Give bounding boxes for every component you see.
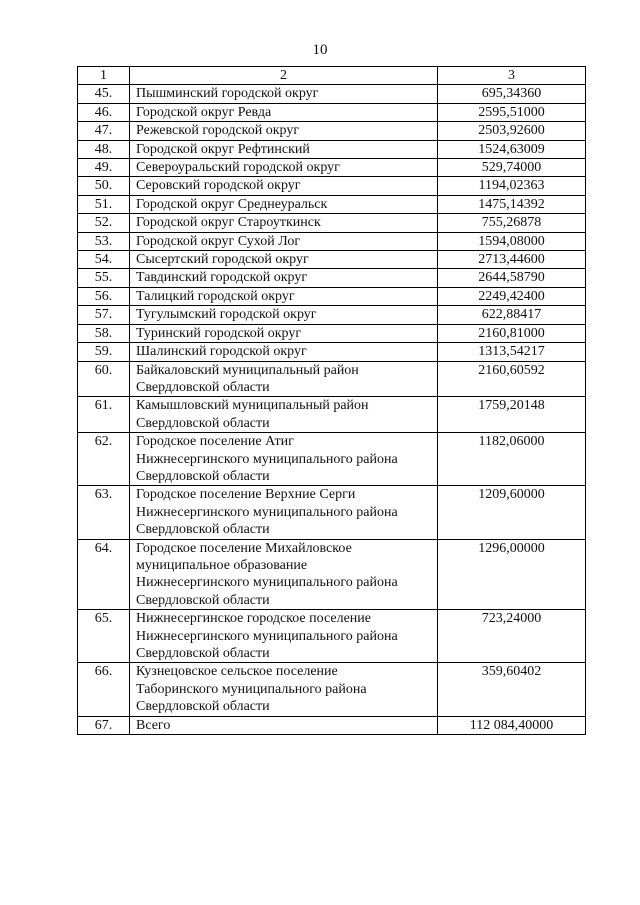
municipality-name-cell: Тугулымский городской округ: [130, 306, 438, 324]
page-number: 10: [312, 42, 328, 58]
row-number-cell: 64.: [78, 539, 130, 610]
row-number-cell: 67.: [78, 716, 130, 734]
row-number-cell: 61.: [78, 397, 130, 433]
municipality-name-cell: Североуральский городской округ: [130, 159, 438, 177]
table-row: [78, 361, 586, 397]
row-number-cell: 54.: [78, 251, 130, 269]
table-row: [78, 85, 586, 103]
municipality-name-cell: Кузнецовское сельское поселение Таборинского муниципального района Свердловской области: [130, 663, 438, 716]
municipality-name-cell: Байкаловский муниципальный район Свердловской области: [130, 361, 438, 397]
amount-cell: 112 084,40000: [438, 716, 586, 734]
row-number-cell: 45.: [78, 85, 130, 103]
row-number-cell: 62.: [78, 433, 130, 486]
table-row: [78, 306, 586, 324]
amount-cell: 359,60402: [438, 663, 586, 716]
table-row: [78, 159, 586, 177]
row-number-cell: 56.: [78, 287, 130, 305]
table-row: [78, 343, 586, 361]
municipality-name-cell: Городской округ Староуткинск: [130, 214, 438, 232]
table-row: [78, 140, 586, 158]
table-row: [78, 177, 586, 195]
amount-cell: 2595,51000: [438, 103, 586, 121]
table-row: [78, 232, 586, 250]
amount-cell: 755,26878: [438, 214, 586, 232]
municipality-name-cell: Талицкий городской округ: [130, 287, 438, 305]
municipality-name-cell: Режевской городской округ: [130, 122, 438, 140]
row-number-cell: 53.: [78, 232, 130, 250]
table-row: [78, 287, 586, 305]
amount-cell: 622,88417: [438, 306, 586, 324]
table-body: [78, 67, 586, 735]
municipality-name-cell: Сысертский городской округ: [130, 251, 438, 269]
municipality-name-cell: Городской округ Среднеуральск: [130, 195, 438, 213]
table-row: [78, 397, 586, 433]
municipality-name-cell: Всего: [130, 716, 438, 734]
table-row: [78, 663, 586, 716]
table-row: [78, 195, 586, 213]
amount-cell: 1296,00000: [438, 539, 586, 610]
amount-cell: 1524,63009: [438, 140, 586, 158]
amount-cell: 2644,58790: [438, 269, 586, 287]
table-row: [78, 610, 586, 663]
table-row: [78, 269, 586, 287]
row-number-cell: 52.: [78, 214, 130, 232]
municipality-name-cell: Серовский городской округ: [130, 177, 438, 195]
amount-cell: 2160,60592: [438, 361, 586, 397]
row-number-cell: 50.: [78, 177, 130, 195]
municipality-name-cell: Городской округ Ревда: [130, 103, 438, 121]
row-number-cell: 65.: [78, 610, 130, 663]
amount-cell: 529,74000: [438, 159, 586, 177]
amount-cell: 2160,81000: [438, 324, 586, 342]
column-header-2: 2: [130, 67, 438, 85]
municipality-name-cell: Нижнесергинское городское поселение Нижнесергинского муниципального района Свердловской области: [130, 610, 438, 663]
budget-table: [77, 66, 586, 735]
row-number-cell: 57.: [78, 306, 130, 324]
amount-cell: 1209,60000: [438, 486, 586, 539]
row-number-cell: 66.: [78, 663, 130, 716]
amount-cell: 1182,06000: [438, 433, 586, 486]
row-number-cell: 49.: [78, 159, 130, 177]
row-number-cell: 60.: [78, 361, 130, 397]
amount-cell: 1313,54217: [438, 343, 586, 361]
municipality-name-cell: Городское поселение Атиг Нижнесергинского муниципального района Свердловской области: [130, 433, 438, 486]
municipality-name-cell: Камышловский муниципальный район Свердловской области: [130, 397, 438, 433]
amount-cell: 1475,14392: [438, 195, 586, 213]
amount-cell: 2249,42400: [438, 287, 586, 305]
municipality-name-cell: Шалинский городской округ: [130, 343, 438, 361]
column-header-1: 1: [78, 67, 130, 85]
amount-cell: 2503,92600: [438, 122, 586, 140]
table-row: [78, 251, 586, 269]
row-number-cell: 47.: [78, 122, 130, 140]
column-header-3: 3: [438, 67, 586, 85]
municipality-name-cell: Пышминский городской округ: [130, 85, 438, 103]
amount-cell: 1194,02363: [438, 177, 586, 195]
table-row: [78, 433, 586, 486]
amount-cell: 695,34360: [438, 85, 586, 103]
row-number-cell: 51.: [78, 195, 130, 213]
municipality-name-cell: Городской округ Сухой Лог: [130, 232, 438, 250]
municipality-name-cell: Городское поселение Михайловское муниципальное образование Нижнесергинского муниципального района Свердловской области: [130, 539, 438, 610]
table-row: [78, 716, 586, 734]
municipality-name-cell: Городское поселение Верхние Серги Нижнесергинского муниципального района Свердловской области: [130, 486, 438, 539]
table-row: [78, 486, 586, 539]
table-row: [78, 103, 586, 121]
municipality-name-cell: Туринский городской округ: [130, 324, 438, 342]
table-row: [78, 324, 586, 342]
row-number-cell: 63.: [78, 486, 130, 539]
table-row: [78, 122, 586, 140]
amount-cell: 1759,20148: [438, 397, 586, 433]
amount-cell: 2713,44600: [438, 251, 586, 269]
header-row: [78, 67, 586, 85]
municipality-name-cell: Городской округ Рефтинский: [130, 140, 438, 158]
municipality-name-cell: Тавдинский городской округ: [130, 269, 438, 287]
row-number-cell: 59.: [78, 343, 130, 361]
row-number-cell: 55.: [78, 269, 130, 287]
row-number-cell: 46.: [78, 103, 130, 121]
amount-cell: 1594,08000: [438, 232, 586, 250]
row-number-cell: 48.: [78, 140, 130, 158]
amount-cell: 723,24000: [438, 610, 586, 663]
table-row: [78, 214, 586, 232]
table-row: [78, 539, 586, 610]
row-number-cell: 58.: [78, 324, 130, 342]
